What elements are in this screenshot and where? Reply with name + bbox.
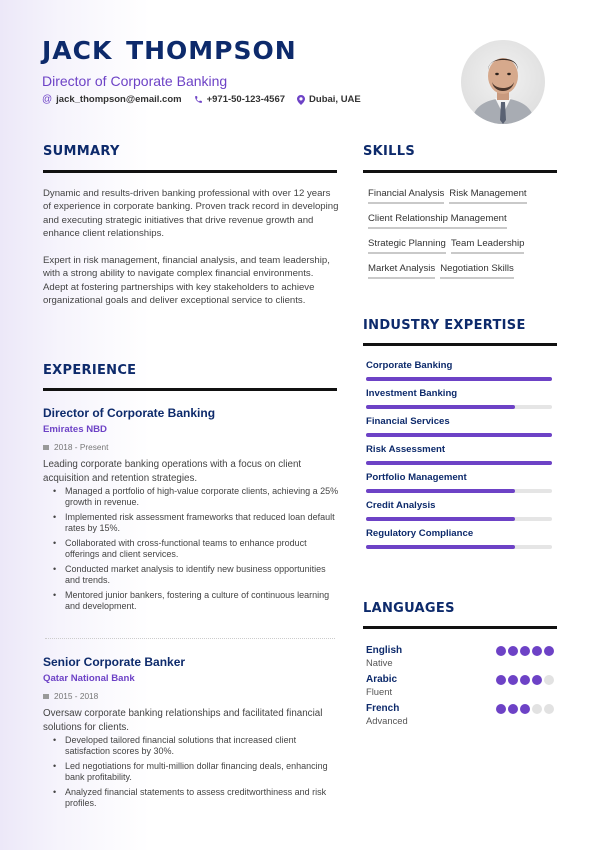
job-achievements <box>43 486 339 612</box>
expertise-item <box>366 472 552 489</box>
skill-tag: Team Leadership <box>451 238 525 254</box>
job-company: Emirates NBD <box>43 424 107 435</box>
expertise-bar-track <box>366 545 552 549</box>
skill-tag: Risk Management <box>449 188 526 204</box>
job-description: Leading corporate banking operations with a focus on client acquisition and retention strategies. <box>43 459 302 484</box>
at-icon: @ <box>42 94 53 105</box>
expertise-item <box>366 388 552 405</box>
expertise-bar-track <box>366 489 552 493</box>
rating-dot-filled <box>508 704 518 714</box>
profile-photo <box>461 40 545 124</box>
expertise-heading: INDUSTRY EXPERTISE <box>363 318 526 333</box>
contact-phone[interactable] <box>194 94 285 105</box>
location-text: Dubai, UAE <box>309 94 361 105</box>
achievement-item: • Implemented risk assessment frameworks that reduced loan default rates by 15%. <box>65 512 339 534</box>
expertise-list <box>366 360 552 556</box>
expertise-label: Regulatory Compliance <box>366 528 474 539</box>
summary-divider <box>43 170 337 173</box>
language-rating <box>496 646 554 656</box>
rating-dot-filled <box>520 675 530 685</box>
skill-tag: Strategic Planning <box>368 238 446 254</box>
language-level: Advanced <box>366 715 408 726</box>
expertise-bar-fill <box>366 461 552 465</box>
email-text: jack_thompson@email.com <box>56 94 182 105</box>
phone-icon <box>194 95 203 104</box>
job-company: Qatar National Bank <box>43 673 135 684</box>
expertise-label: Portfolio Management <box>366 472 467 483</box>
languages-heading: LANGUAGES <box>363 601 455 616</box>
job-title: Senior Corporate Banker <box>43 655 186 669</box>
skills-heading: SKILLS <box>363 144 416 159</box>
rating-dot-filled <box>520 704 530 714</box>
expertise-divider <box>363 343 557 346</box>
summary-heading: SUMMARY <box>43 144 120 159</box>
languages-divider <box>363 626 557 629</box>
rating-dot-filled <box>496 704 506 714</box>
expertise-bar-track <box>366 433 552 437</box>
expertise-label: Risk Assessment <box>366 444 446 455</box>
rating-dot-filled <box>532 646 542 656</box>
language-rating <box>496 704 554 714</box>
expertise-bar-fill <box>366 405 515 409</box>
rating-dot-empty <box>532 704 542 714</box>
calendar-icon <box>43 694 49 699</box>
job-achievements <box>43 735 339 809</box>
achievement-item: • Developed tailored financial solutions that increased client satisfaction scores by 30%. <box>65 735 339 757</box>
expertise-bar-fill <box>366 489 515 493</box>
expertise-item <box>366 444 552 461</box>
skill-row <box>368 213 558 229</box>
summary-paragraph-1: Dynamic and results-driven banking professional with over 12 years of experience in corporate banking. Proven track record in developing and executing strategic initiatives that drive revenue growth and enhance client relationships. <box>43 188 339 239</box>
expertise-item <box>366 500 552 517</box>
expertise-bar-track <box>366 405 552 409</box>
summary-paragraph-2: Expert in risk management, financial analysis, and team leadership, with a strong ability to navigate complex financial environments. Adept at fostering partnerships with key stakeholders to achieve organizational goals and deliver exceptional service to clients. <box>43 255 330 306</box>
contact-bar <box>42 94 361 105</box>
calendar-icon <box>43 445 49 450</box>
job-dates <box>43 442 339 452</box>
skills-list <box>368 188 558 288</box>
language-name: French <box>366 703 400 714</box>
language-level: Fluent <box>366 686 393 697</box>
expertise-bar-fill <box>366 545 515 549</box>
skill-tag: Market Analysis <box>368 263 435 279</box>
achievement-item: • Managed a portfolio of high-value corporate clients, achieving a 25% growth in revenue. <box>65 486 339 508</box>
rating-dot-filled <box>496 675 506 685</box>
map-pin-icon <box>297 95 305 105</box>
expertise-item <box>366 528 552 545</box>
expertise-label: Investment Banking <box>366 388 458 399</box>
expertise-item <box>366 360 552 377</box>
job-dates-text: 2015 - 2018 <box>54 691 99 701</box>
experience-heading: EXPERIENCE <box>43 363 137 378</box>
expertise-bar-track <box>366 377 552 381</box>
achievement-item: • Mentored junior bankers, fostering a culture of continuous learning and development. <box>65 590 339 612</box>
rating-dot-empty <box>544 675 554 685</box>
expertise-label: Credit Analysis <box>366 500 436 511</box>
candidate-role: Director of Corporate Banking <box>42 73 228 89</box>
expertise-bar-track <box>366 517 552 521</box>
candidate-name: JACK THOMPSON <box>42 36 297 65</box>
languages-list <box>366 645 554 732</box>
job-separator <box>45 638 335 639</box>
contact-location <box>297 94 361 105</box>
expertise-item <box>366 416 552 433</box>
language-item <box>366 674 554 703</box>
expertise-bar-track <box>366 461 552 465</box>
rating-dot-filled <box>520 646 530 656</box>
language-name: Arabic <box>366 674 398 685</box>
skill-tag: Client Relationship Management <box>368 213 507 229</box>
language-rating <box>496 675 554 685</box>
rating-dot-filled <box>508 675 518 685</box>
job-entry <box>43 406 339 616</box>
achievement-item: • Collaborated with cross-functional teams to enhance product offerings and client services. <box>65 538 339 560</box>
language-item <box>366 645 554 674</box>
language-level: Native <box>366 657 393 668</box>
language-item <box>366 703 554 732</box>
skill-tag: Financial Analysis <box>368 188 444 204</box>
phone-text: +971-50-123-4567 <box>206 94 286 105</box>
achievement-item: • Conducted market analysis to identify new business opportunities and trends. <box>65 564 339 586</box>
rating-dot-filled <box>532 675 542 685</box>
language-name: English <box>366 645 403 656</box>
job-entry <box>43 655 339 813</box>
rating-dot-filled <box>496 646 506 656</box>
job-description: Oversaw corporate banking relationships and facilitated financial solutions for clients. <box>43 708 323 733</box>
achievement-item: • Analyzed financial statements to assess creditworthiness and risk profiles. <box>65 787 339 809</box>
experience-divider <box>43 388 337 391</box>
rating-dot-filled <box>544 646 554 656</box>
rating-dot-empty <box>544 704 554 714</box>
job-title: Director of Corporate Banking <box>43 406 216 420</box>
rating-dot-filled <box>508 646 518 656</box>
expertise-label: Corporate Banking <box>366 360 453 371</box>
job-dates <box>43 691 339 701</box>
expertise-label: Financial Services <box>366 416 450 427</box>
skill-row <box>368 238 558 254</box>
skills-divider <box>363 170 557 173</box>
expertise-bar-fill <box>366 517 515 521</box>
skill-row <box>368 188 558 204</box>
job-dates-text: 2018 - Present <box>54 442 109 452</box>
person-avatar-icon <box>461 40 545 124</box>
expertise-bar-fill <box>366 433 552 437</box>
skill-row <box>368 263 558 279</box>
contact-email[interactable] <box>42 94 182 105</box>
expertise-bar-fill <box>366 377 552 381</box>
achievement-item: • Led negotiations for multi-million dollar financing deals, enhancing bank profitability. <box>65 761 339 783</box>
skill-tag: Negotiation Skills <box>440 263 514 279</box>
